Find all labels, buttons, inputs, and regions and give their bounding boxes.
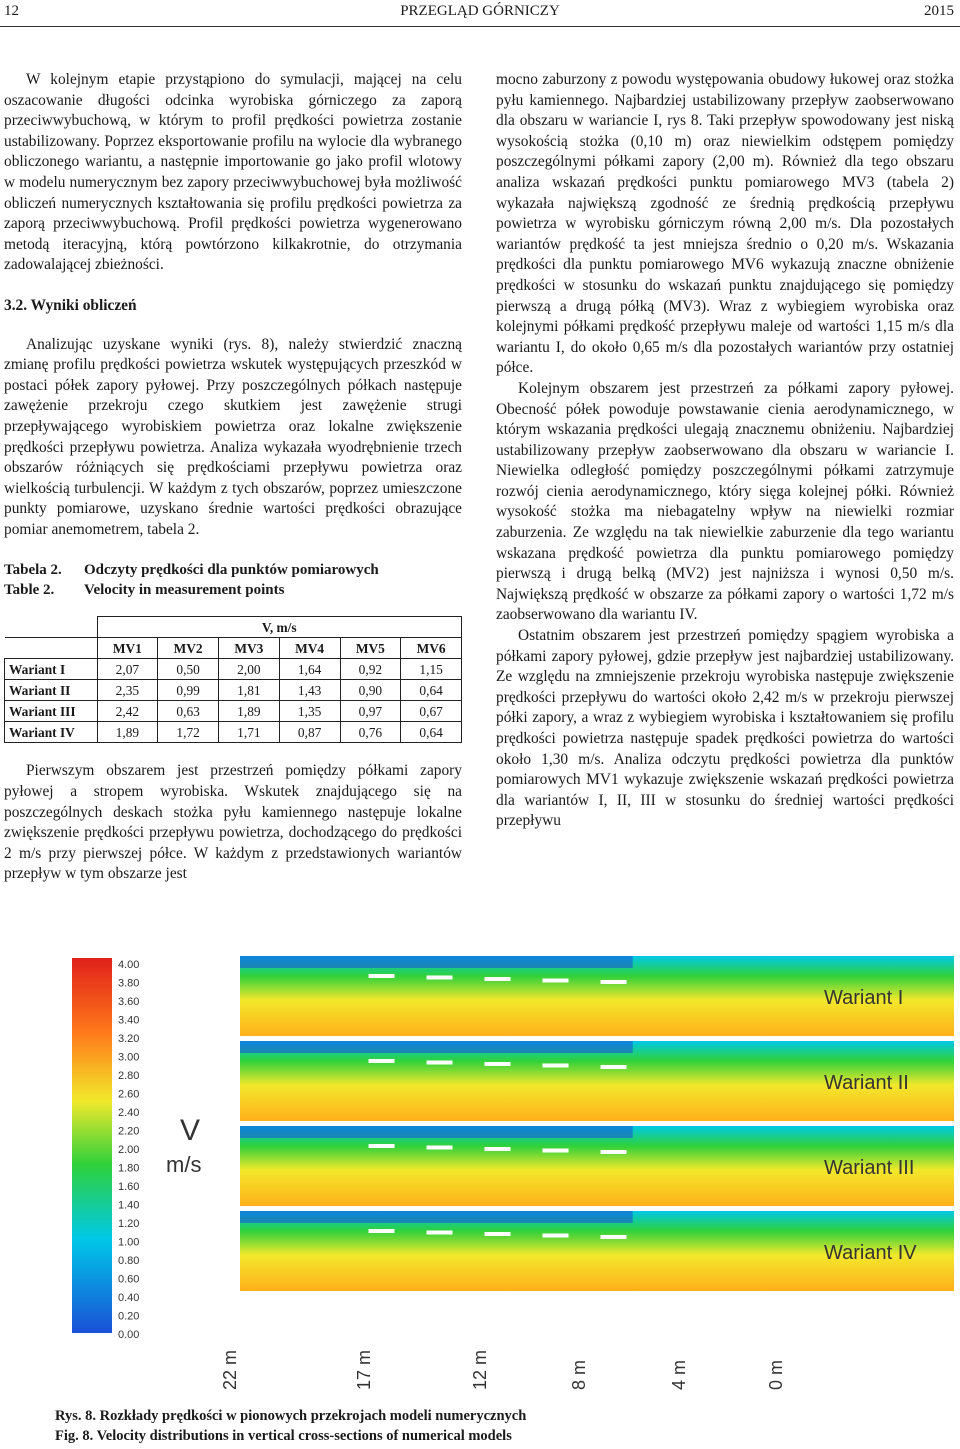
figure-caption-pl: Rys. 8. Rozkłady prędkości w pionowych przekrojach modeli numerycznych — [55, 1408, 527, 1424]
shelf — [485, 977, 511, 981]
colorbar-tick-label: 3.60 — [118, 996, 140, 1008]
colorbar-tick-label: 0.80 — [118, 1255, 140, 1267]
page-number: 12 — [4, 3, 19, 19]
table-cell: 2,35 — [97, 680, 158, 701]
table-corner — [5, 617, 98, 638]
journal-title: PRZEGLĄD GÓRNICZY — [400, 3, 560, 19]
shelf — [427, 1061, 453, 1065]
shelf — [543, 1234, 569, 1238]
colorbar-tick-label: 1.60 — [118, 1181, 140, 1193]
variant-label: Wariant I — [824, 987, 904, 1009]
publication-year: 2015 — [924, 3, 954, 19]
variant-label: Wariant II — [824, 1072, 909, 1094]
column-header: MV2 — [158, 638, 219, 659]
colorbar-tick-label: 1.80 — [118, 1162, 140, 1175]
roof-flow-zone — [240, 1126, 633, 1138]
colorbar-tick-label: 1.00 — [118, 1236, 140, 1249]
velocity-figure — [40, 950, 958, 1400]
table-cell: 0,76 — [340, 722, 401, 743]
roof-flow-zone — [240, 956, 633, 968]
shelf — [369, 1059, 395, 1063]
velocity-distribution-plot — [40, 950, 958, 1400]
shelf — [601, 1235, 627, 1239]
column-header: MV5 — [340, 638, 401, 659]
table-cell: 1,89 — [219, 701, 280, 722]
colorbar-tick-label: 0.20 — [118, 1310, 140, 1323]
table-cell: 0,63 — [158, 701, 219, 722]
shelf — [427, 1231, 453, 1235]
colorbar-tick-label: 1.20 — [118, 1218, 140, 1230]
table-unit-header: V, m/s — [97, 617, 462, 638]
roof-flow-zone — [240, 1211, 633, 1223]
table-cell: 0,90 — [340, 680, 401, 701]
colorbar-tick-label: 2.40 — [118, 1107, 140, 1119]
figure-caption — [55, 1406, 526, 1446]
roof-flow-zone — [240, 1041, 633, 1053]
column-header: MV4 — [279, 638, 340, 659]
table-row — [5, 701, 462, 722]
paragraph: Analizując uzyskane wyniki (rys. 8), należy stwierdzić znaczną zmianę profilu prędkości powietrza wskutek występujących przeszkód w postaci półek zapory pyłowej. Przy poszczególnych półkach następuje zawężenie przekroju czego skutkiem jest zawężenie strugi przepływającego wyrobiskiem powietrza oraz lokalne zwiększenie prędkości przepływu powietrza. Analiza wykazała wyodrębnienie trzech obszarów różniących się prędkościami przepływu powietrza oraz wielkością turbulencji. W każdym z tych obszarów, poprzez umieszczone punkty pomiarowe, uzyskano średnie wartości prędkości obrazujące pomiar anemometrem, tabela 2. — [4, 335, 462, 538]
table-cell: 0,64 — [401, 680, 462, 701]
column-header: MV6 — [401, 638, 462, 659]
table-title-en: Velocity in measurement points — [84, 582, 285, 599]
column-header: MV3 — [219, 638, 280, 659]
colorbar-ticks — [118, 959, 139, 1341]
distance-label: 12 m — [470, 1349, 490, 1390]
row-label: Wariant II — [5, 680, 98, 701]
table-cell: 0,67 — [401, 701, 462, 722]
table-header-blank — [5, 638, 98, 659]
table-cell: 0,92 — [340, 659, 401, 680]
table-label-pl: Tabela 2. — [4, 562, 62, 579]
colorbar-tick-label: 2.20 — [118, 1125, 140, 1138]
table-row — [5, 722, 462, 743]
table-cell: 1,64 — [279, 659, 340, 680]
colorbar — [72, 958, 112, 1333]
legend-title-v: V — [180, 1114, 201, 1147]
table-cell: 2,42 — [97, 701, 158, 722]
distance-label: 4 m — [669, 1359, 689, 1390]
shelf — [601, 1150, 627, 1154]
legend-title-unit: m/s — [166, 1152, 202, 1177]
shelf — [543, 1064, 569, 1068]
colorbar-tick-label: 3.00 — [118, 1051, 140, 1064]
shelf — [543, 979, 569, 983]
table-cell: 1,35 — [279, 701, 340, 722]
colorbar-tick-label: 2.80 — [118, 1070, 140, 1082]
figure-caption-en: Fig. 8. Velocity distributions in vertical cross-sections of numerical models — [55, 1428, 512, 1444]
right-column — [496, 70, 954, 832]
table-cell: 2,00 — [219, 659, 280, 680]
row-label: Wariant I — [5, 659, 98, 680]
table-header-row — [5, 638, 462, 659]
shelf — [427, 976, 453, 980]
shelf — [369, 974, 395, 978]
table-caption — [4, 560, 462, 600]
table-cell: 1,15 — [401, 659, 462, 680]
paragraph: W kolejnym etapie przystąpiono do symulacji, mającej na celu oszacowanie długości odcinka wyrobiska górniczego za zaporą przeciwwybuchową, w którym to profil prędkości powietrza zostanie ustabilizowany. Poprzez eksportowanie profilu na wylocie dla wybranego obliczonego wariantu, a następnie importowanie go jako profil wlotowy w modelu numerycznym bez zapory przeciwwybuchowej była możliwość obliczeń numerycznych kształtowania się profilu prędkości powietrza za zaporą przeciwwybuchową. Profil prędkości powietrza wygenerowano metodą iteracyjną, którą powtórzono kilkakrotnie, do otrzymania zadowalającej zbieżności. — [4, 71, 462, 274]
table-cell: 1,89 — [97, 722, 158, 743]
shelf — [485, 1062, 511, 1066]
colorbar-tick-label: 2.60 — [118, 1088, 140, 1101]
table-cell: 1,43 — [279, 680, 340, 701]
colorbar-tick-label: 0.40 — [118, 1292, 140, 1304]
table-cell: 1,72 — [158, 722, 219, 743]
distance-label: 22 m — [220, 1349, 240, 1390]
shelf — [485, 1147, 511, 1151]
colorbar-tick-label: 0.00 — [118, 1329, 140, 1341]
colorbar-tick-label: 2.00 — [118, 1144, 140, 1156]
velocity-table — [4, 616, 462, 743]
paragraph: Pierwszym obszarem jest przestrzeń pomiędzy półkami zapory pyłowej a stropem wyrobiska. Wskutek znajdującego się na poszczególnych deskach stożka pyłu kamiennego następuje lokalne zwiększenie prędkości przepływu powietrza, dochodzącego do prędkości 2 m/s przy pierwszej półce. W każdym z przedstawionych wariantów przepływ w tym obszarze jest — [4, 762, 462, 883]
shelf — [369, 1229, 395, 1233]
colorbar-tick-label: 1.40 — [118, 1199, 140, 1212]
shelf — [485, 1232, 511, 1236]
paragraph: mocno zaburzony z powodu występowania obudowy łukowej oraz stożka pyłu kamiennego. Najbardziej ustabilizowany przepływ zaobserwowano dla obszaru w wariancie I, rys 8. Taki przepływ spowodowany jest niską wysokością stożka (0,10 m) oraz niewielkim odstępem pomiędzy poszczególnymi półkami zapory (2,00 m). Również dla tego obszaru analiza wskazań prędkości punktu pomiarowego MV3 (tabela 2) wykazała największą zgodność ze średnią prędkością przepływu powietrza w wyrobisku górniczym równą 2,00 m/s. Dla pozostałych wariantów prędkość ta jest mniejsza średnio o 0,20 m/s. Wskazania prędkości dla punktu pomiarowego MV6 wykazują znaczne obniżenie prędkości w stosunku do wskazań punktu znajdującego się pomiędzy pierwszą a drugą półką (MV3). Wraz z wybiegiem wyrobiska oraz kolejnymi półkami prędkość przepływu maleje od wartości 1,15 m/s dla wariantu I, do około 0,65 m/s dla pozostałych wariantów przy ostatniej półce. — [496, 71, 954, 377]
paragraph: Ostatnim obszarem jest przestrzeń pomiędzy spągiem wyrobiska a półkami zapory pyłowej, gdzie przepływ jest najbardziej ustabilizowany. Ze względu na zmniejszenie przekroju wyrobiska następuje zwiększenie prędkości przepływu do wartości około 2,42 m/s w przekroju pierwszej półki zapory, a wraz z wybiegiem wyrobiska i kształtowaniem się profilu prędkości powietrza następuje spadek prędkości powietrza do wartości około 1,30 m/s. Analiza odczytu prędkości powietrza dla punktów pomiarowych MV1 wykazuje zwiększenie wskazań prędkości powietrza dla wariantów I, II, III w stosunku do średniej wartości prędkości przepływu — [496, 627, 954, 830]
section-heading: 3.2. Wyniki obliczeń — [4, 296, 137, 314]
table-row — [5, 659, 462, 680]
shelf — [427, 1146, 453, 1150]
left-column — [4, 70, 462, 885]
colorbar-tick-label: 3.80 — [118, 977, 140, 990]
page-header — [0, 0, 960, 27]
table-cell: 0,99 — [158, 680, 219, 701]
table-row — [5, 680, 462, 701]
colorbar-tick-label: 4.00 — [118, 959, 140, 971]
shelf — [543, 1149, 569, 1153]
shelf — [601, 980, 627, 984]
column-header: MV1 — [97, 638, 158, 659]
distance-labels — [220, 1350, 786, 1390]
table-cell: 0,97 — [340, 701, 401, 722]
table-cell: 1,71 — [219, 722, 280, 743]
table-label-en: Table 2. — [4, 582, 55, 599]
variant-label: Wariant IV — [824, 1242, 917, 1264]
table-cell: 0,50 — [158, 659, 219, 680]
table-cell: 2,07 — [97, 659, 158, 680]
distance-label: 0 m — [766, 1359, 786, 1390]
distance-label: 17 m — [354, 1349, 374, 1390]
paragraph: Kolejnym obszarem jest przestrzeń za półkami zapory pyłowej. Obecność półek powoduje powstawanie cienia aerodynamicznego, w którym wskazania prędkości ulegają znacznemu obniżeniu. Najbardziej ustabilizowany przepływ zaobserwowano dla obszaru w wariancie I. Niewielka odległość pomiędzy poszczególnymi półkami zatrzymuje rozwój cienia aerodynamicznego, który sięga kolejnej półki. Również wysokość stożka ma niebagatelny wpływ na niewielki rozmiar zaburzenia. Ze względu na tak niewielkie zaburzenie dla tego wariantu wskazana prędkość powietrza dla punktu pomiarowego pomiędzy pierwszą i drugą belką (MV2) jest najniższa i wynosi 0,50 m/s. Największą prędkość w obszarze za półkami zapory o wartości 1,72 m/s zaobserwowano dla wariantu IV. — [496, 379, 954, 624]
row-label: Wariant III — [5, 701, 98, 722]
colorbar-tick-label: 3.20 — [118, 1033, 140, 1045]
shelf — [601, 1065, 627, 1069]
shelf — [369, 1144, 395, 1148]
row-label: Wariant IV — [5, 722, 98, 743]
table-cell: 1,81 — [219, 680, 280, 701]
variant-label: Wariant III — [824, 1157, 915, 1179]
table-cell: 0,64 — [401, 722, 462, 743]
table-title-pl: Odczyty prędkości dla punktów pomiarowych — [84, 562, 379, 579]
table-cell: 0,87 — [279, 722, 340, 743]
colorbar-tick-label: 0.60 — [118, 1273, 140, 1286]
distance-label: 8 m — [569, 1359, 589, 1390]
colorbar-tick-label: 3.40 — [118, 1014, 140, 1027]
